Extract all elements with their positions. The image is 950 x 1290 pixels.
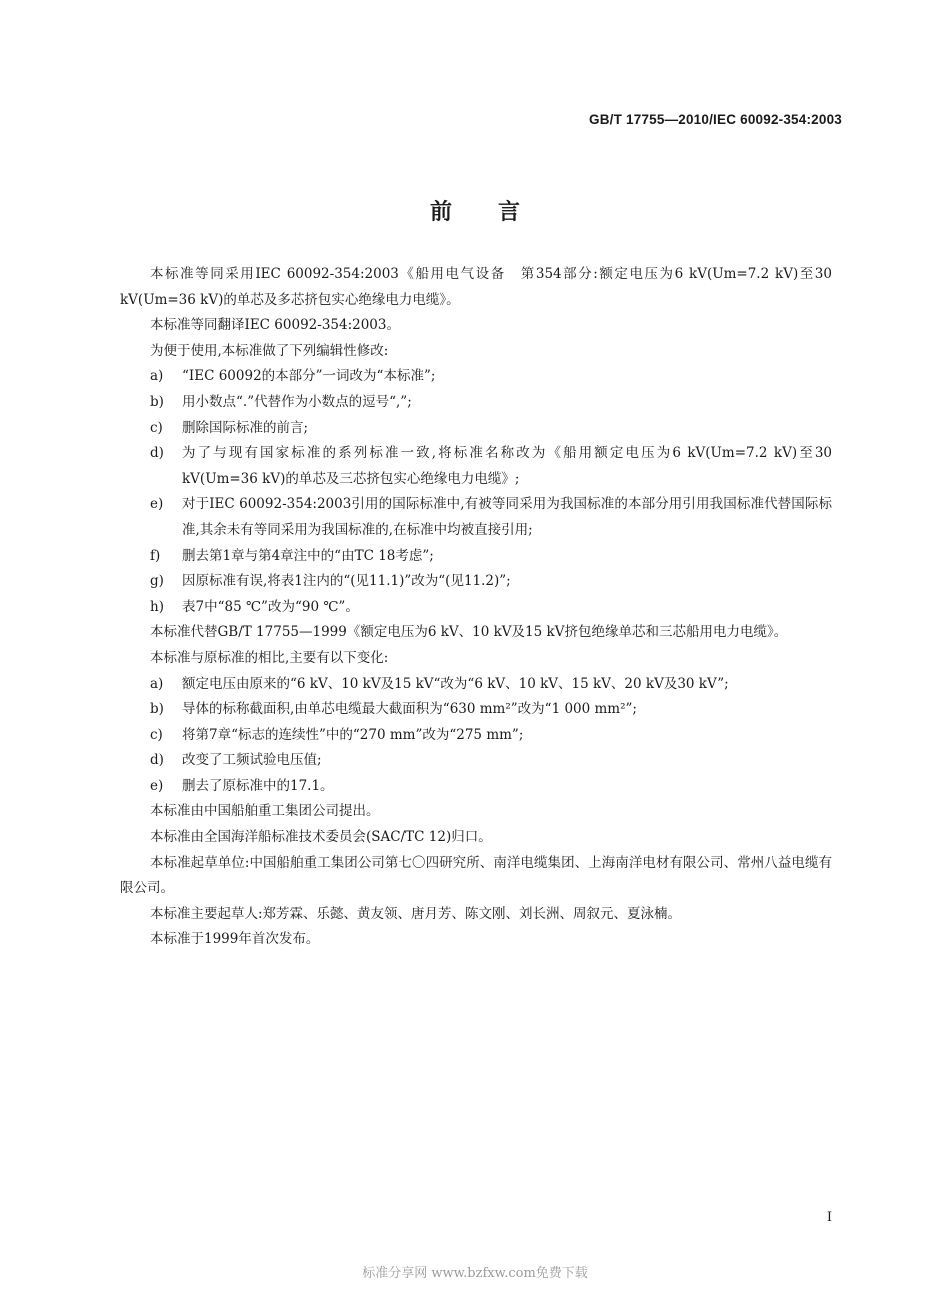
list-item-label: d)	[150, 752, 164, 769]
list-item-label: b)	[150, 393, 164, 410]
list-item-text: “IEC 60092的本部分”一词改为“本标准”;	[182, 368, 436, 385]
paragraph: 本标准代替GB/T 17755—1999《额定电压为6 kV、10 kV及15 kV挤包绝缘单芯和三芯船用电力电缆》。	[150, 624, 788, 641]
list-item	[120, 364, 832, 390]
standard-number-header: GB/T 17755—2010/IEC 60092-354:2003	[589, 112, 842, 127]
list-item	[120, 748, 832, 774]
list-item-label: b)	[150, 701, 164, 718]
list-item-label: e)	[150, 777, 164, 794]
paragraph: 为便于使用,本标准做了下列编辑性修改:	[150, 342, 389, 359]
page-title: 前言	[429, 200, 566, 225]
list-item-label: d)	[150, 445, 164, 462]
list-item-text: 删除国际标准的前言;	[182, 419, 309, 436]
document-body	[120, 262, 832, 953]
list-item-label: h)	[150, 598, 164, 615]
list-item-text: 改变了工频试验电压值;	[182, 752, 322, 769]
list-item-label: g)	[150, 573, 164, 590]
list-item-text: 因原标准有误,将表1注内的“(见11.1)”改为“(见11.2)”;	[182, 573, 511, 590]
list-item-text: 导体的标称截面积,由单芯电缆最大截面积为“630 mm²”改为“1 000 mm²”;	[182, 701, 637, 718]
paragraph: 本标准起草单位:中国船舶重工集团公司第七〇四研究所、南洋电缆集团、上海南洋电材有限公司、常州八益电缆有限公司。	[120, 854, 832, 897]
paragraph: 本标准于1999年首次发布。	[150, 931, 320, 948]
paragraph: 本标准等同采用IEC 60092-354:2003《船用电气设备 第354部分:额定电压为6 kV(Um=7.2 kV)至30 kV(Um=36 kV)的单芯及多芯挤包实心绝缘电力电缆》。	[120, 266, 832, 308]
paragraph: 本标准等同翻译IEC 60092-354:2003。	[150, 317, 400, 334]
list-item-label: a)	[150, 368, 164, 385]
list-item-label: e)	[150, 496, 164, 513]
page-number: I	[826, 1210, 832, 1225]
list-item-text: 表7中“85 ℃”改为“90 ℃”。	[182, 598, 359, 615]
list-item-text: 将第7章“标志的连续性”中的“270 mm”改为“275 mm”;	[182, 726, 524, 743]
list-item-label: c)	[150, 419, 163, 436]
list-item-text: 删去了原标准中的17.1。	[182, 777, 334, 794]
paragraph: 本标准与原标准的相比,主要有以下变化:	[150, 649, 389, 666]
list-item	[120, 774, 832, 800]
list-item-text: 用小数点“.”代替作为小数点的逗号“,”;	[182, 393, 412, 410]
list-item	[120, 441, 832, 492]
list-item	[120, 544, 832, 570]
list-item	[120, 697, 832, 723]
list-item	[120, 672, 832, 698]
list-item	[120, 595, 832, 621]
paragraph: 本标准由全国海洋船标准技术委员会(SAC/TC 12)归口。	[150, 829, 492, 846]
list-item	[120, 492, 832, 543]
list-item-text: 为了与现有国家标准的系列标准一致,将标准名称改为《船用额定电压为6 kV(Um=7.2 kV)至30 kV(Um=36 kV)的单芯及三芯挤包实心绝缘电力电缆》;	[182, 445, 832, 487]
list-item	[120, 390, 832, 416]
list-item-text: 额定电压由原来的“6 kV、10 kV及15 kV“改为“6 kV、10 kV、15 kV、20 kV及30 kV”;	[182, 675, 729, 692]
footer-watermark: 标准分享网 www.bzfxw.com免费下载	[362, 1266, 588, 1281]
list-item	[120, 416, 832, 442]
list-item-text: 对于IEC 60092-354:2003引用的国际标准中,有被等同采用为我国标准的本部分用引用我国标准代替国际标准,其余未有等同采用为我国标准的,在标准中均被直接引用;	[182, 496, 832, 538]
list-item	[120, 723, 832, 749]
list-item-label: f)	[150, 547, 161, 564]
list-item-label: c)	[150, 726, 163, 743]
paragraph: 本标准由中国船舶重工集团公司提出。	[150, 803, 380, 820]
paragraph: 本标准主要起草人:郑芳霖、乐懿、黄友领、唐月芳、陈文刚、刘长洲、周叙元、夏泳楠。	[150, 905, 682, 922]
list-item-text: 删去第1章与第4章注中的“由TC 18考虑”;	[182, 547, 434, 564]
list-item-label: a)	[150, 675, 164, 692]
list-item	[120, 569, 832, 595]
